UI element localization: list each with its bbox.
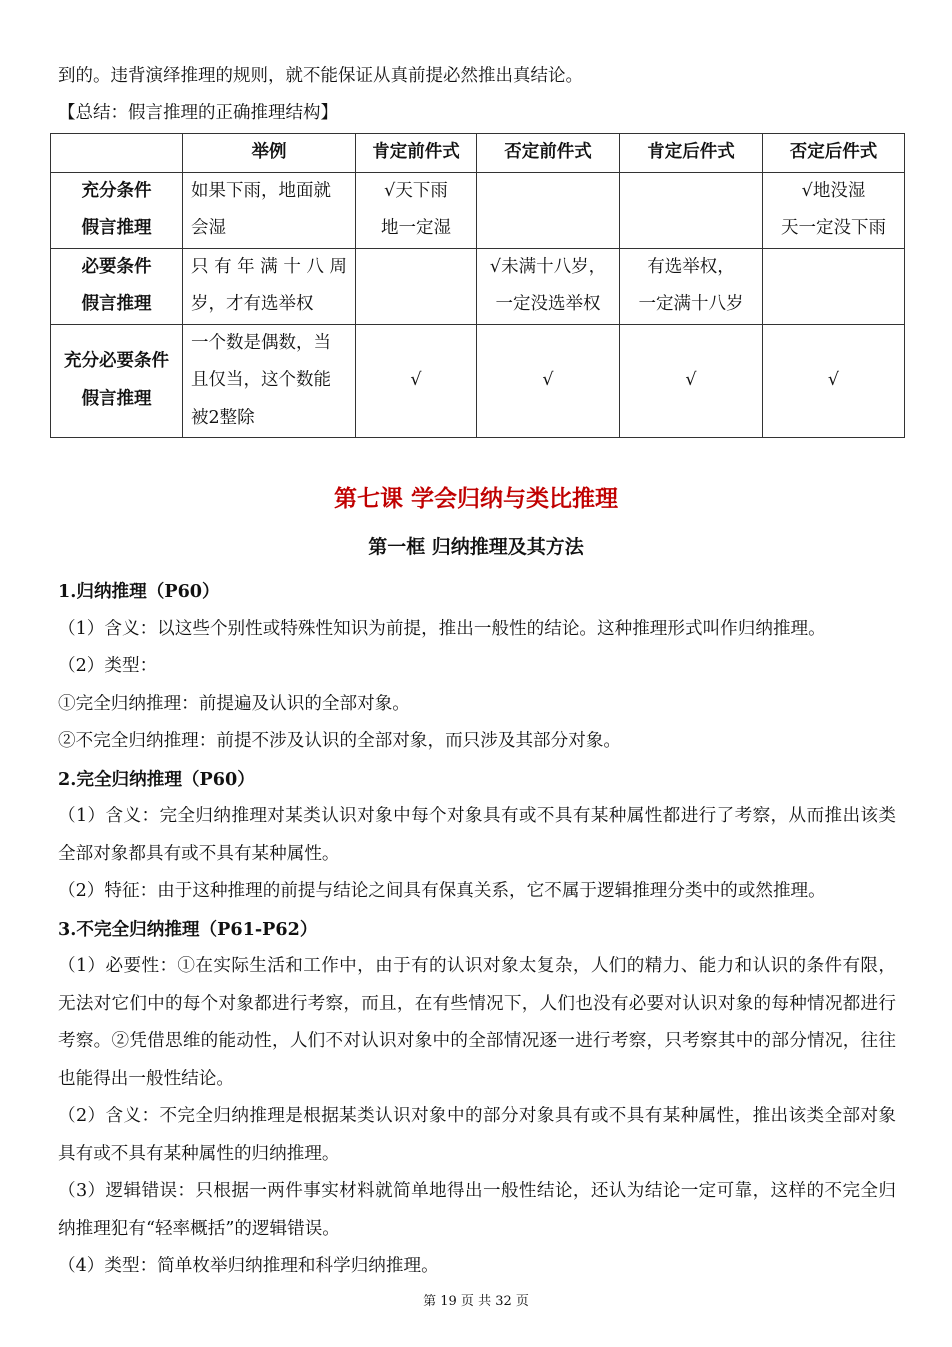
section-heading: 3.不完全归纳推理（P61-P62） — [58, 918, 318, 940]
table-row — [51, 324, 905, 438]
row-type-cell: 必要条件 假言推理 — [51, 248, 183, 324]
table-cell: √天下雨 地一定湿 — [356, 172, 477, 248]
paragraph: （1）含义：完全归纳推理对某类认识对象中每个对象具有或不具有某种属性都进行了考察，从而推出该类全部对象都具有或不具有某种属性。 — [58, 806, 896, 864]
section-heading: 1.归纳推理（P60） — [58, 581, 220, 602]
table-header-row — [51, 134, 905, 173]
paragraph: （4）类型：简单枚举归纳推理和科学归纳推理。 — [58, 1256, 439, 1276]
row-type-cell: 充分必要条件 假言推理 — [51, 324, 183, 438]
example-cell: 如果下雨，地面就会湿 — [183, 172, 356, 248]
table-row — [51, 248, 905, 324]
paragraph: （3）逻辑错误：只根据一两件事实材料就简单地得出一般性结论，还认为结论一定可靠，这样的不完全归纳推理犯有“轻率概括”的逻辑错误。 — [58, 1181, 896, 1239]
page-footer: 第 19 页 共 32 页 — [423, 1294, 529, 1309]
table-cell — [356, 248, 477, 324]
paragraph: ①完全归纳推理：前提遍及认识的全部对象。 — [58, 693, 410, 714]
paragraph: （2）特征：由于这种推理的前提与结论之间具有保真关系，它不属于逻辑推理分类中的或然推理。 — [58, 881, 826, 901]
check-cell: √ — [763, 324, 905, 438]
check-cell: √ — [356, 324, 477, 438]
section-title: 第一框 归纳推理及其方法 — [368, 536, 584, 558]
check-cell: √ — [620, 324, 763, 438]
table-cell: √地没湿 天一定没下雨 — [763, 172, 905, 248]
table-cell: √未满十八岁， 一定没选举权 — [477, 248, 620, 324]
intro-line: 到的。违背演绎推理的规则，就不能保证从真前提必然推出真结论。 — [58, 66, 583, 86]
table-cell — [620, 172, 763, 248]
paragraph: （2）类型： — [58, 656, 158, 676]
section-heading: 2.完全归纳推理（P60） — [58, 768, 255, 790]
table-row — [51, 172, 905, 248]
paragraph: （1）必要性：①在实际生活和工作中，由于有的认识对象太复杂，人们的精力、能力和认识的条件有限，无法对它们中的每个对象都进行考察，而且，在有些情况下，人们也没有必要对认识对象的每种情况都进行考察。②凭借思维的能动性，人们不对认识对象中的全部情况逐一进行考察，只考察其中的部分情况，往往也能得出一般性结论。 — [58, 956, 896, 1089]
paragraph: （1）含义：以这些个别性或特殊性知识为前提，推出一般性的结论。这种推理形式叫作归纳推理。 — [58, 618, 826, 639]
hypothetical-reasoning-table — [50, 133, 905, 438]
header-cell: 肯定前件式 — [356, 134, 477, 173]
header-cell: 否定前件式 — [477, 134, 620, 173]
lesson-title: 第七课 学会归纳与类比推理 — [333, 485, 618, 512]
header-cell: 否定后件式 — [763, 134, 905, 173]
example-cell: 只有年满十八周岁，才有选举权 — [183, 248, 356, 324]
paragraph: ②不完全归纳推理：前提不涉及认识的全部对象，而只涉及其部分对象。 — [58, 731, 622, 751]
paragraph: （2）含义：不完全归纳推理是根据某类认识对象中的部分对象具有或不具有某种属性，推出该类全部对象具有或不具有某种属性的归纳推理。 — [58, 1106, 896, 1164]
table-cell — [763, 248, 905, 324]
table-cell — [477, 172, 620, 248]
example-cell: 一个数是偶数，当且仅当，这个数能被2整除 — [183, 324, 356, 438]
table-cell: 有选举权， 一定满十八岁 — [620, 248, 763, 324]
check-cell: √ — [477, 324, 620, 438]
row-type-cell: 充分条件 假言推理 — [51, 172, 183, 248]
header-cell: 肯定后件式 — [620, 134, 763, 173]
summary-heading: 【总结：假言推理的正确推理结构】 — [58, 103, 338, 123]
header-cell — [51, 134, 183, 173]
header-cell: 举例 — [183, 134, 356, 173]
